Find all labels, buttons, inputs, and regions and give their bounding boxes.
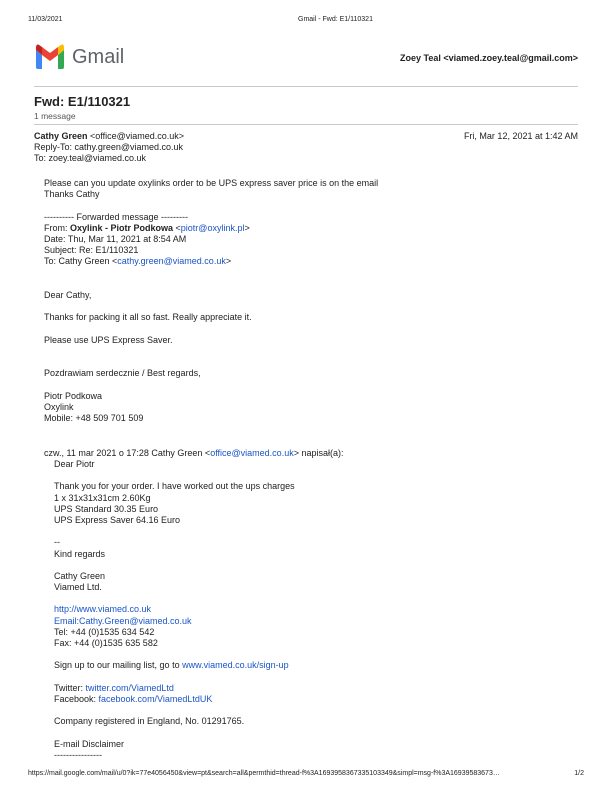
twitter-link[interactable]: twitter.com/ViamedLtd (85, 682, 174, 693)
gmail-m-icon (34, 44, 66, 70)
sender-name: Cathy Green (34, 131, 88, 141)
quoted-dashes: -- (54, 537, 60, 548)
reply-sig-company: Oxylink (44, 401, 74, 412)
fwd-from-name: Oxylink - Piotr Podkowa (70, 222, 174, 233)
quoted-kind-regards: Kind regards (54, 548, 106, 559)
message-body (44, 178, 378, 268)
quoted-intro-suffix: > napisał(a): (293, 448, 344, 458)
quoted-intro-prefix: czw., 11 mar 2021 o 17:28 Cathy Green < (44, 448, 211, 458)
fwd-from-gt: > (244, 222, 250, 233)
message-sender[interactable] (34, 131, 184, 142)
thread-subject: Fwd: E1/110321 (34, 94, 131, 109)
mailing-list-line (54, 660, 295, 671)
reply-line-1: Thanks for packing it all so fast. Really appreciate it. (44, 312, 252, 323)
reply-regards: Pozdrawiam serdecznie / Best regards, (44, 368, 201, 379)
fwd-subject: Subject: Re: E1/110321 (44, 245, 139, 256)
quoted-body-3: UPS Standard 30.35 Euro (54, 503, 159, 514)
fwd-from-label: From: (44, 222, 70, 233)
header-divider (34, 86, 578, 87)
quoted-body-4: UPS Express Saver 64.16 Euro (54, 514, 181, 525)
account-label: Zoey Teal <viamed.zoey.teal@gmail.com> (399, 53, 578, 63)
email-link[interactable]: Email:Cathy.Green@viamed.co.uk (54, 615, 192, 626)
quoted-intro-email-link[interactable]: office@viamed.co.uk (210, 448, 294, 458)
quoted-body-2: 1 x 31x31x31cm 2.60Kg (54, 492, 151, 503)
company-registration: Company registered in England, No. 01291765. (54, 716, 245, 727)
quoted-body-1: Thank you for your order. I have worked out the ups charges (54, 481, 295, 492)
quoted-fax: Fax: +44 (0)1535 635 582 (54, 638, 158, 648)
fwd-from (44, 223, 378, 234)
reply-line-2: Please use UPS Express Saver. (44, 334, 173, 345)
quoted-greeting: Dear Piotr (54, 459, 95, 469)
reply-sig-name: Piotr Podkowa (44, 390, 103, 401)
gmail-wordmark: Gmail (72, 46, 125, 68)
intro-line-1: Please can you update oxylinks order to be UPS express saver price is on the email (44, 178, 379, 188)
facebook-label: Facebook: (54, 693, 99, 704)
quoted-sig-company: Viamed Ltd. (54, 582, 102, 593)
fwd-to-label: To: Cathy Green < (44, 256, 118, 267)
fwd-date: Date: Thu, Mar 11, 2021 at 8:54 AM (44, 233, 187, 244)
quoted-body (54, 459, 295, 761)
intro-line-2: Thanks Cathy (44, 189, 100, 200)
reply-body (44, 290, 252, 424)
fwd-to (44, 256, 378, 267)
facebook-line (54, 694, 295, 705)
quoted-sig-name: Cathy Green (54, 570, 106, 581)
mailing-list-prefix: Sign up to our mailing list, go to (54, 660, 183, 671)
message-date: Fri, Mar 12, 2021 at 1:42 AM (463, 131, 578, 141)
gmail-logo[interactable] (34, 43, 134, 71)
fwd-from-email-link[interactable]: piotr@oxylink.pl (180, 222, 245, 233)
disclaimer-heading: E-mail Disclaimer (54, 738, 125, 749)
twitter-label: Twitter: (54, 682, 86, 693)
forward-separator: ---------- Forwarded message --------- (44, 211, 188, 222)
print-date: 11/03/2021 (28, 16, 63, 23)
to-line: To: zoey.teal@viamed.co.uk (34, 153, 147, 163)
page-number: 1/2 (574, 770, 584, 777)
website-link[interactable]: http://www.viamed.co.uk (54, 604, 152, 615)
print-url: https://mail.google.com/mail/u/0?ik=77e4056450&view=pt&search=all&permthid=thread-f%3A1693958367335103349&simpl=msg-f%3A16939583673… (28, 770, 500, 777)
quoted-intro (44, 448, 343, 459)
sign-up-link[interactable]: www.viamed.co.uk/sign-up (182, 660, 289, 671)
reply-sig-mobile: Mobile: +48 509 701 509 (44, 413, 144, 424)
fwd-from-lt: < (173, 222, 181, 233)
reply-greeting: Dear Cathy, (44, 290, 92, 300)
facebook-link[interactable]: facebook.com/ViamedLtdUK (98, 693, 213, 704)
disclaimer-rule: ---------------- (54, 749, 102, 760)
fwd-to-email-link[interactable]: cathy.green@viamed.co.uk (117, 256, 226, 267)
fwd-to-gt: > (225, 256, 232, 267)
message-count: 1 message (34, 111, 76, 121)
print-title: Gmail - Fwd: E1/110321 (298, 16, 373, 23)
twitter-line (54, 683, 295, 694)
quoted-tel: Tel: +44 (0)1535 634 542 (54, 626, 155, 637)
sender-email: <office@viamed.co.uk> (90, 131, 185, 141)
reply-to: Reply-To: cathy.green@viamed.co.uk (34, 142, 184, 152)
subject-divider (34, 124, 578, 125)
